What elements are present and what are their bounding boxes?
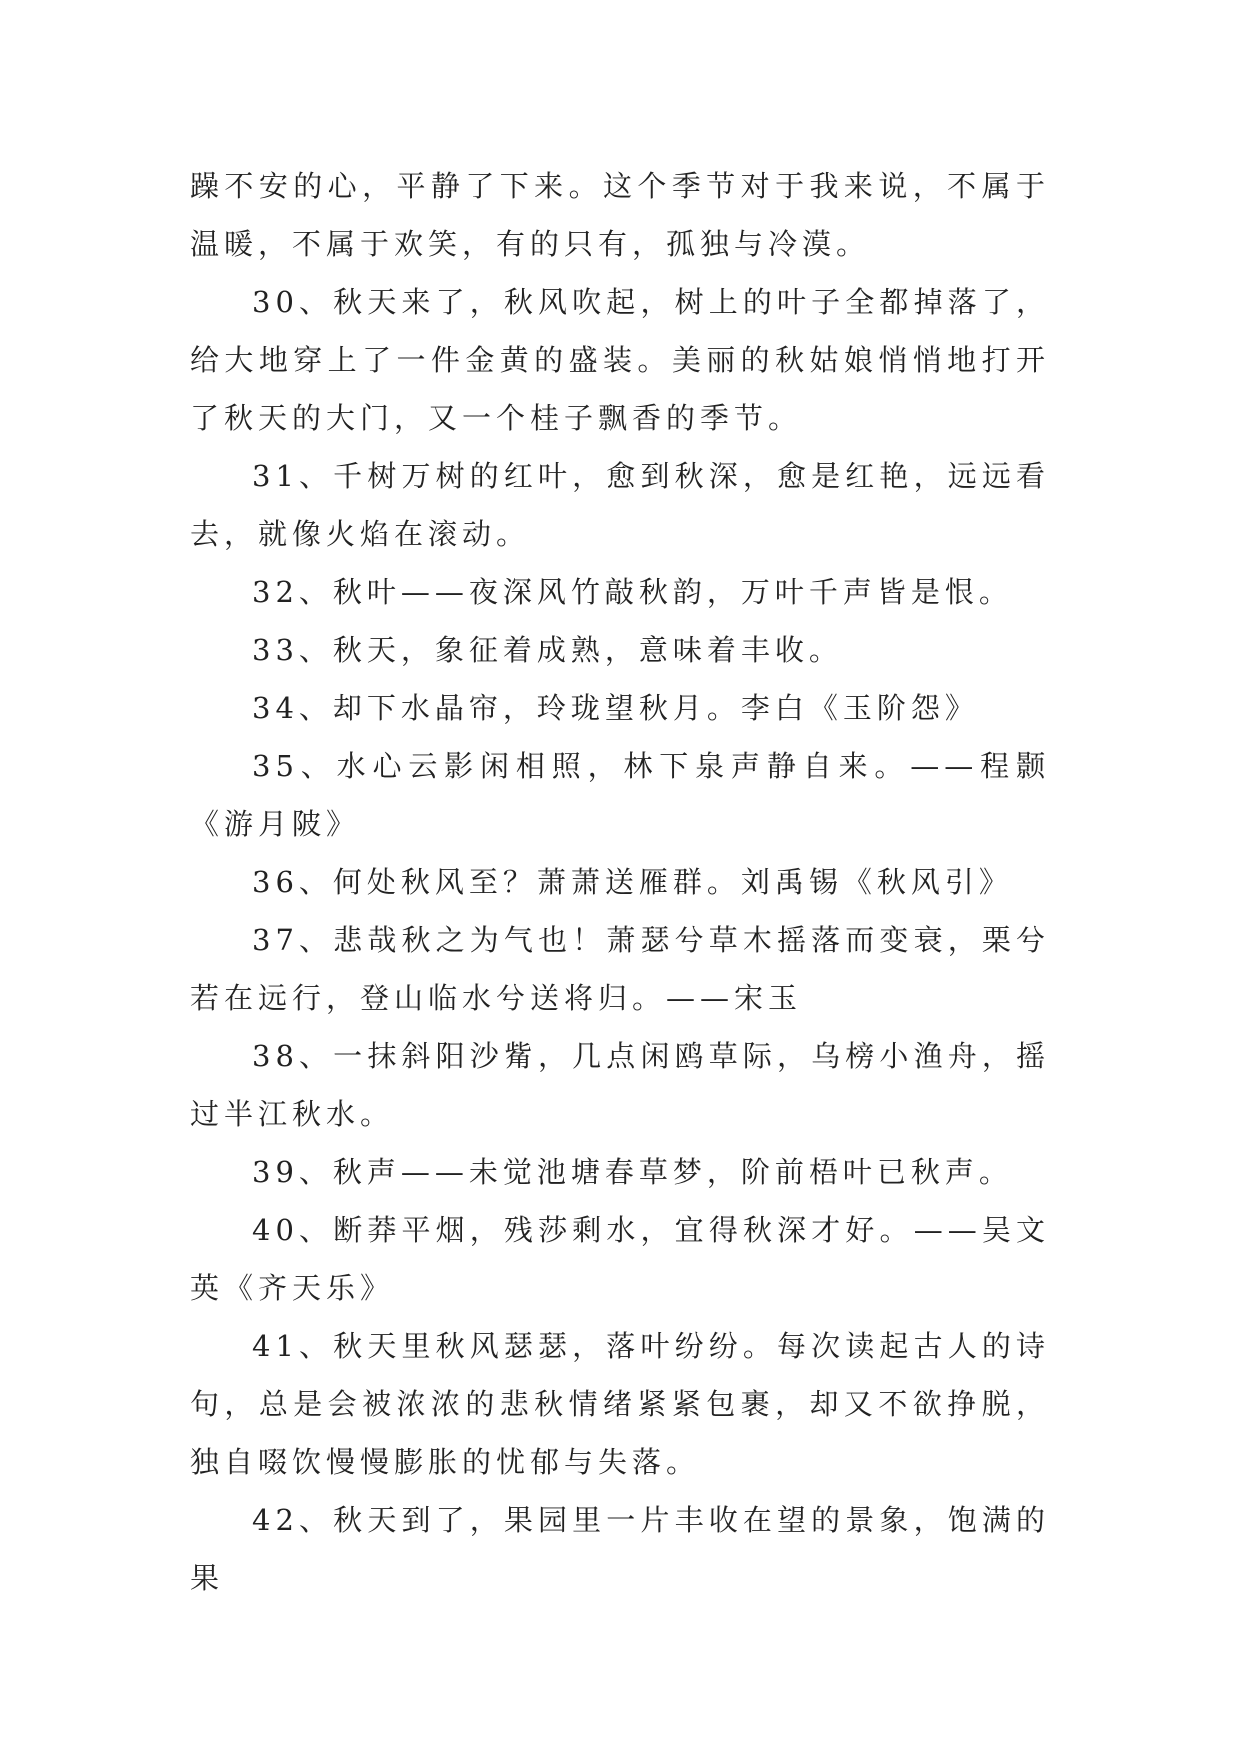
paragraph-37: 37、悲哉秋之为气也！萧瑟兮草木摇落而变衰，栗兮若在远行，登山临水兮送将归。——宋玉	[190, 923, 1050, 1015]
paragraph-35: 35、水心云影闲相照，林下泉声静自来。——程颢《游月陂》	[190, 749, 1050, 841]
paragraph-33: 33、秋天，象征着成熟，意味着丰收。	[252, 633, 843, 667]
paragraph-39: 39、秋声——未觉池塘春草梦，阶前梧叶已秋声。	[252, 1155, 1013, 1189]
paragraph-continued: 躁不安的心，平静了下来。这个季节对于我来说，不属于温暖，不属于欢笑，有的只有，孤独与冷漠。	[190, 169, 1050, 261]
document-body	[190, 157, 1050, 1607]
paragraph-38: 38、一抹斜阳沙觜，几点闲鸥草际，乌榜小渔舟，摇过半江秋水。	[190, 1039, 1050, 1131]
paragraph-30: 30、秋天来了，秋风吹起，树上的叶子全都掉落了，给大地穿上了一件金黄的盛装。美丽的秋姑娘悄悄地打开了秋天的大门，又一个桂子飘香的季节。	[190, 285, 1050, 435]
paragraph-31: 31、千树万树的红叶，愈到秋深，愈是红艳，远远看去，就像火焰在滚动。	[190, 459, 1050, 551]
paragraph-36: 36、何处秋风至？萧萧送雁群。刘禹锡《秋风引》	[252, 865, 1013, 899]
paragraph-41: 41、秋天里秋风瑟瑟，落叶纷纷。每次读起古人的诗句，总是会被浓浓的悲秋情绪紧紧包裹，却又不欲挣脱，独自啜饮慢慢膨胀的忧郁与失落。	[190, 1329, 1050, 1479]
paragraph-40: 40、断莽平烟，残莎剩水，宜得秋深才好。——吴文英《齐天乐》	[190, 1213, 1050, 1305]
paragraph-34: 34、却下水晶帘，玲珑望秋月。李白《玉阶怨》	[252, 691, 979, 725]
paragraph-42: 42、秋天到了，果园里一片丰收在望的景象，饱满的果	[190, 1503, 1050, 1595]
paragraph-32: 32、秋叶——夜深风竹敲秋韵，万叶千声皆是恨。	[252, 575, 1013, 609]
